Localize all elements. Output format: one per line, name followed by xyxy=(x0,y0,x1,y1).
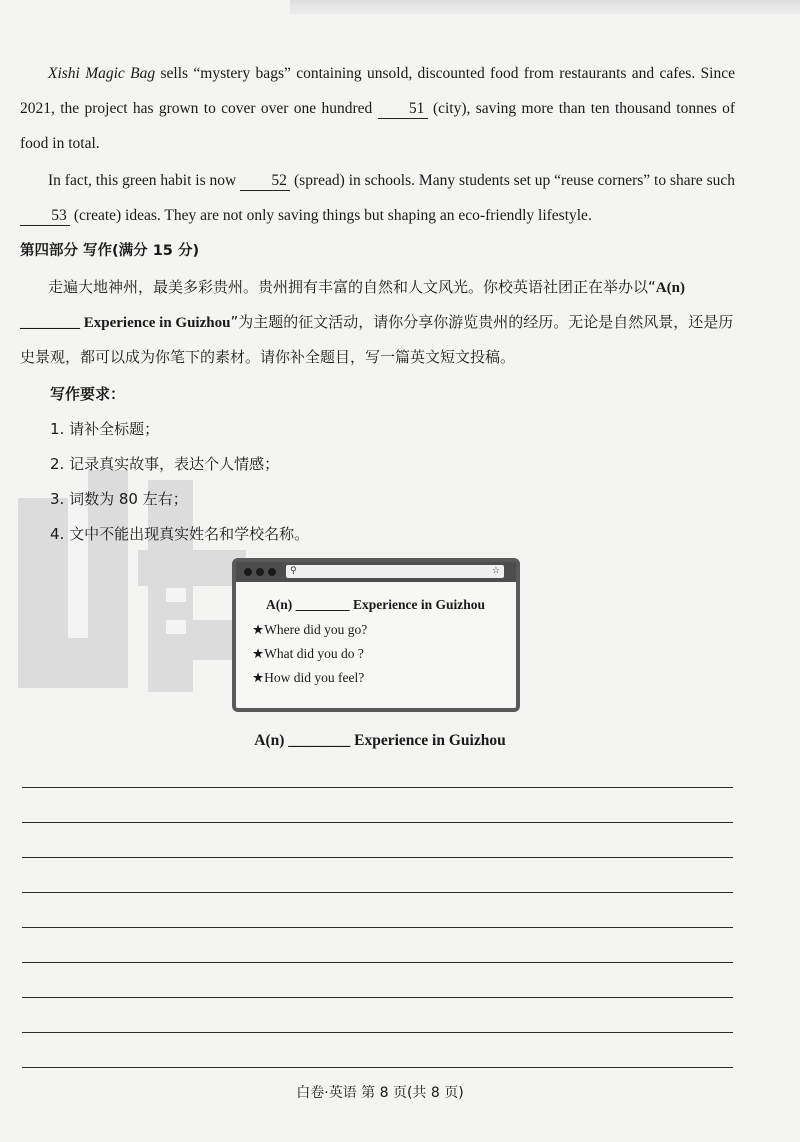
requirement-item: 2. 记录真实故事，表达个人情感； xyxy=(50,455,280,473)
prompt-card xyxy=(232,558,520,712)
address-bar xyxy=(286,565,504,578)
page-footer: 白卷·英语 第 8 页(共 8 页) xyxy=(296,1085,464,1101)
writing-line[interactable] xyxy=(22,962,733,963)
passage-paragraph-2 xyxy=(20,163,735,233)
blank-51: 51 xyxy=(378,100,428,119)
window-dot xyxy=(256,568,264,576)
writing-line[interactable] xyxy=(22,997,733,998)
window-dot xyxy=(244,568,252,576)
passage-text: (spread) in schools. Many students set up “reuse corners” to share such xyxy=(290,172,735,189)
requirement-item: 4. 文中不能出现真实姓名和学校名称。 xyxy=(50,525,310,543)
blank-52: 52 xyxy=(240,172,290,191)
essay-title: A(n) ________ Experience in Guizhou xyxy=(254,732,506,749)
writing-line[interactable] xyxy=(22,1067,733,1068)
writing-line[interactable] xyxy=(22,1032,733,1033)
writing-line[interactable] xyxy=(22,822,733,823)
search-icon: ⚲ xyxy=(290,566,297,576)
requirements-heading: 写作要求： xyxy=(50,385,126,403)
passage-text: In fact, this green habit is now xyxy=(48,172,241,189)
writing-line[interactable] xyxy=(22,927,733,928)
instructions-text: 走遍大地神州，最美多彩贵州。贵州拥有丰富的自然和人文风光。你校英语社团正在举办以“ xyxy=(48,278,656,296)
card-question: ★How did you feel? xyxy=(252,670,365,685)
writing-instructions xyxy=(20,270,735,374)
brand-name: Xishi Magic Bag xyxy=(48,65,156,82)
instructions-text: ”为主题的征文活动，请你分享你游览贵州的经历。无论是自然风景，还是历史景观，都可以成为你笔下的素材。请你补全题目，写一篇英文短文投稿。 xyxy=(20,313,734,366)
writing-line[interactable] xyxy=(22,892,733,893)
writing-line[interactable] xyxy=(22,787,733,788)
essay-theme-title: A(n) ________ Experience in Guizhou xyxy=(20,280,685,331)
window-dot xyxy=(268,568,276,576)
passage-paragraph-1 xyxy=(20,56,735,161)
requirement-item: 1. 请补全标题； xyxy=(50,420,160,438)
card-title: A(n) ________ Experience in Guizhou xyxy=(266,597,486,612)
card-question: ★What did you do ? xyxy=(252,646,364,661)
section-heading: 第四部分 写作(满分 15 分) xyxy=(20,243,200,259)
card-title-bar xyxy=(236,562,516,582)
writing-line[interactable] xyxy=(22,857,733,858)
blank-53: 53 xyxy=(20,207,70,226)
card-question: ★Where did you go? xyxy=(252,622,368,637)
passage-text: (city), saving more than ten thousand tonnes of food in total. xyxy=(20,100,735,152)
requirement-item: 3. 词数为 80 左右； xyxy=(50,490,188,508)
star-icon: ☆ xyxy=(491,566,500,576)
passage-text: (create) ideas. They are not only saving things but shaping an eco-friendly lifestyle. xyxy=(70,207,592,224)
passage-text: sells “mystery bags” containing unsold, discounted food from restaurants and cafes. Since 2021, the project has grown to cover over one hundred xyxy=(20,65,735,117)
scan-edge-strip xyxy=(290,0,800,14)
